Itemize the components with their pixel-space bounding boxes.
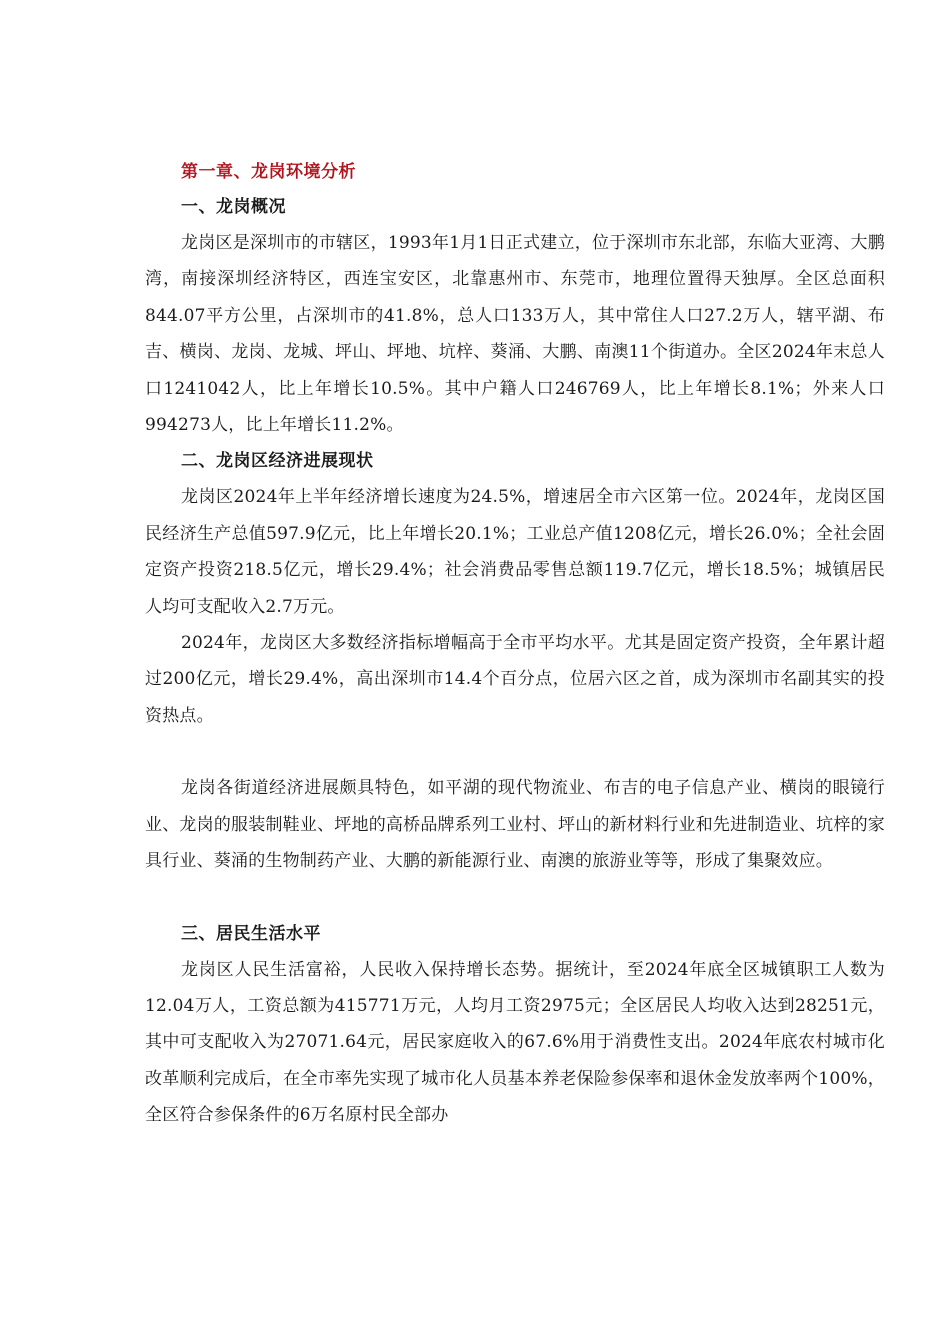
section-title-economy: 二、龙岗区经济进展现状 [181, 451, 374, 472]
chapter-title: 第一章、龙岗环境分析 [181, 162, 356, 182]
paragraph-living-standards: 龙岗区人民生活富裕，人民收入保持增长态势。据统计，至2024年底全区城镇职工人数为12.04万人，工资总额为415771万元，人均月工资2975元；全区居民人均收入达到28251元，其中可支配收入为27071.64元，居民家庭收入的67.6%用于消费性支出。2024年底农村城市化改革顺利完成后，在全市率先实现了城市化人员基本养老保险参保率和退休金发放率两个100%，全区符合参保条件的6万名原村民全部办 [145, 959, 885, 1126]
section-title-overview: 一、龙岗概况 [181, 197, 286, 217]
spacer [145, 734, 885, 770]
section-title-living-standards: 三、居民生活水平 [181, 923, 321, 944]
paragraph-street-industries: 龙岗各街道经济进展颇具特色，如平湖的现代物流业、布吉的电子信息产业、横岗的眼镜行业、龙岗的服装制鞋业、坪地的高桥品牌系列工业村、坪山的新材料行业和先进制造业、坑梓的家具行业、葵涌的生物制药产业、大鹏的新能源行业、南澳的旅游业等等，形成了集聚效应。 [145, 778, 885, 872]
document-body [145, 155, 885, 1134]
paragraph-overview: 龙岗区是深圳市的市辖区，1993年1月1日正式建立，位于深圳市东北部，东临大亚湾、大鹏湾，南接深圳经济特区，西连宝安区，北靠惠州市、东莞市，地理位置得天独厚。全区总面积844.07平方公里，占深圳市的41.8%，总人口133万人，其中常住人口27.2万人，辖平湖、布吉、横岗、龙岗、龙城、坪山、坪地、坑梓、葵涌、大鹏、南澳11个街道办。全区2024年末总人口1241042人，比上年增长10.5%。其中户籍人口246769人，比上年增长8.1%；外来人口994273人，比上年增长11.2%。 [145, 233, 885, 436]
paragraph-economy-growth: 龙岗区2024年上半年经济增长速度为24.5%，增速居全市六区第一位。2024年，龙岗区国民经济生产总值597.9亿元，比上年增长20.1%；工业总产值1208亿元，增长26.0%；全社会固定资产投资218.5亿元，增长29.4%；社会消费品零售总额119.7亿元，增长18.5%；城镇居民人均可支配收入2.7万元。 [145, 487, 885, 617]
spacer [145, 880, 885, 916]
paragraph-economy-investment: 2024年，龙岗区大多数经济指标增幅高于全市平均水平。尤其是固定资产投资，全年累计超过200亿元，增长29.4%，高出深圳市14.4个百分点，位居六区之首，成为深圳市名副其实的投资热点。 [145, 633, 885, 726]
